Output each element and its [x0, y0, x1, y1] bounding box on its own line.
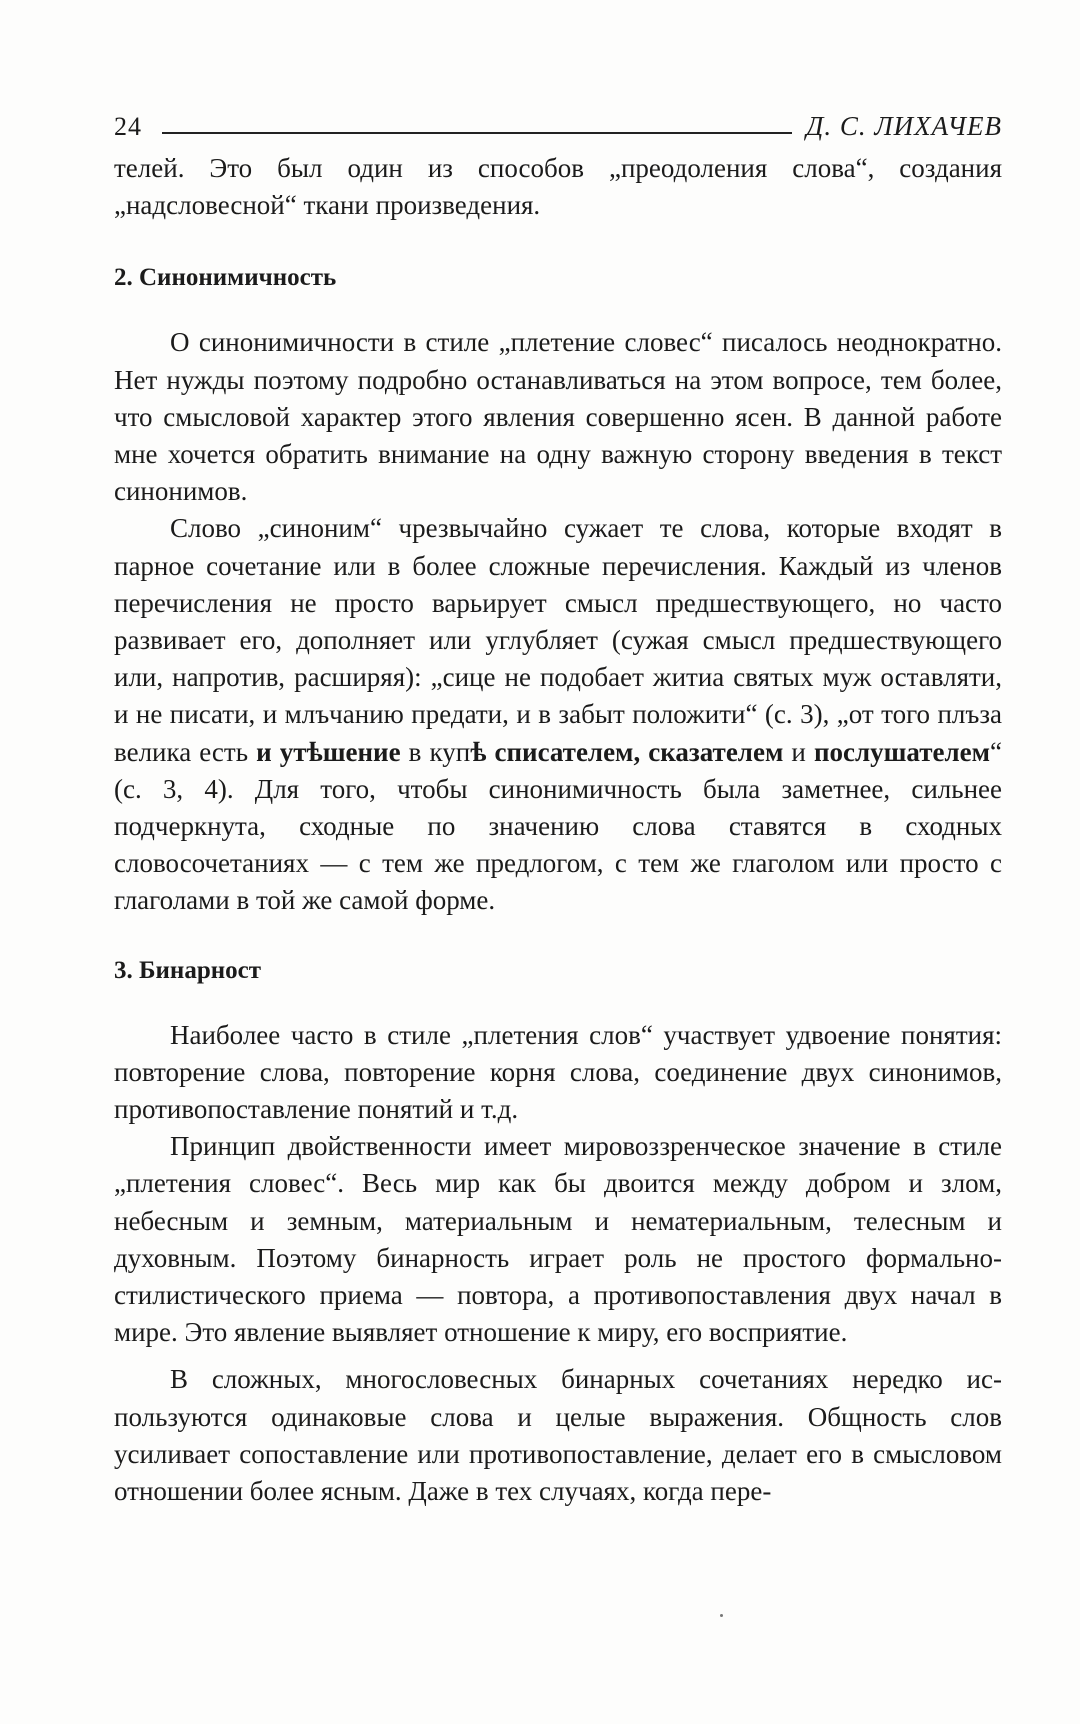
bold-quote: и утѣшение: [256, 736, 401, 767]
section-heading-binarity: 3. Бинарност: [114, 956, 262, 984]
text-run: и: [783, 736, 814, 767]
bold-quote: послушателем: [813, 736, 991, 767]
paragraph: Принцип двойственности имеет мировоззренческое значение в стиле „плетения словес“. Весь мир как бы двоится между добром и злом, небесным и земным, материальным и нематериальным, телесным и духовным. Поэтому бинарность играет роль не простого формально-стилистического приема — повтора, а противопоставления двух начал в мире. Это явление выявляет отношение к миру, его восприятие.: [114, 1131, 1002, 1348]
running-title: Д. С. ЛИХАЧЕВ: [806, 111, 1002, 141]
paragraph: [114, 510, 1002, 919]
text-run: “ (с. 3, 4). Для того, чтобы синонимичность была заметнее, сильнее подчеркнута, сходные по значению слова ставятся в сходных словосочетаниях — с тем же предлогом, с тем же глаголом или просто с глаголами в той же самой форме.: [114, 736, 1002, 916]
header-rule: [162, 132, 792, 134]
book-page: [114, 100, 1002, 1510]
page-number: 24: [114, 112, 142, 141]
speck: [720, 1614, 723, 1617]
bold-quote: ѣ списателем, сказателем: [470, 736, 784, 767]
paragraph: О синонимичности в стиле „плетение словес“ писалось неоднократно. Нет нужды поэтому подробно останавливаться на этом вопросе, тем более, что смысловой характер этого явления совершенно ясен. В данной работе мне хочется обратить внимание на одну важную сторону введения в текст синонимов.: [114, 327, 1002, 507]
text-run: в куп: [400, 736, 471, 767]
paragraph-gap: [114, 1351, 1002, 1361]
page-header: [114, 100, 1002, 140]
paragraph: В сложных, многословесных бинарных сочетаниях нередко используются одинаковые слова и целые выражения. Общность слов усиливает сопоставление или противопоставление, делает его в смысловом отношении более ясным. Даже в тех случаях, когда пере-: [114, 1364, 1002, 1507]
paragraph: Наиболее часто в стиле „плетения слов“ участвует удвоение понятия: повторение слова, повторение корня слова, соединение двух синонимов, противопоставление понятий и т.д.: [114, 1019, 1002, 1125]
text-run: Слово „синоним“ чрезвычайно сужает те слова, которые входят в парное сочетание или в более сложные перечисления. Каждый из членов перечисления не просто варьирует смысл предшествующего, но часто развивает его, дополняет или углубляет (сужая смысл предшествующего или, напротив, расширяя): „сице не подобает житиа святых муж оставляти, и не писати, и млъчанию предати, и в забыт положити“ (с. 3), „от того плъза велика есть: [114, 513, 1002, 767]
section-heading-synonymy: 2. Синонимичность: [114, 264, 337, 292]
intro-paragraph: телей. Это был один из способов „преодоления слова“, создания „надсловесной“ ткани произведения.: [114, 153, 1002, 221]
